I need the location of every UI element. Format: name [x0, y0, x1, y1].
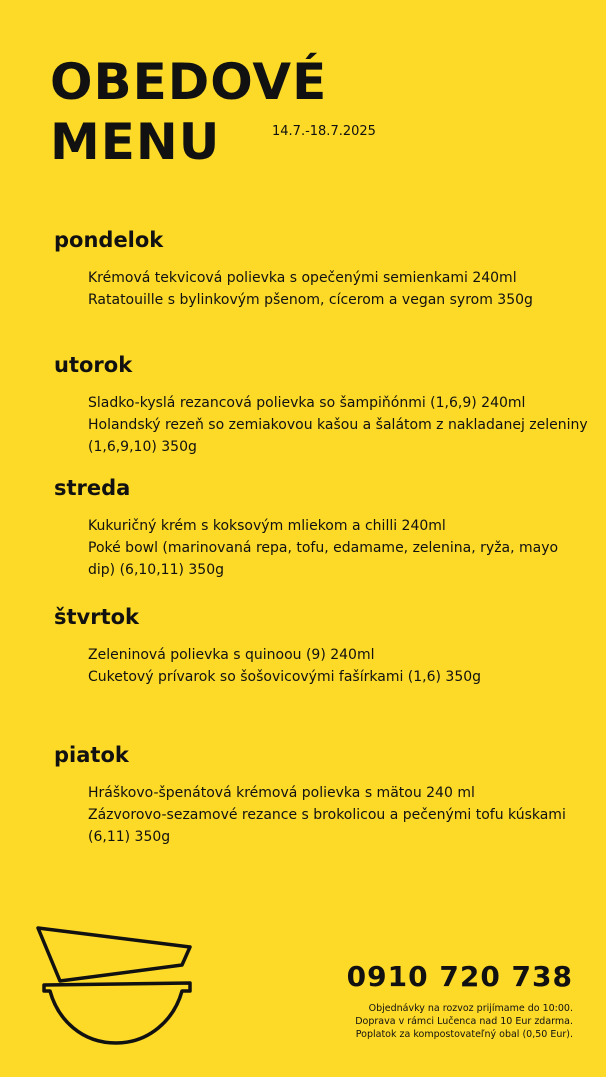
day-name: štvrtok — [54, 605, 140, 629]
day-tuesday — [54, 353, 588, 455]
note-line: Doprava v rámci Lučenca nad 10 Eur zdarma. — [355, 1016, 573, 1027]
menu-items — [88, 392, 588, 458]
menu-item: Zeleninová polievka s quinoou (9) 240ml — [88, 647, 375, 663]
menu-items — [88, 644, 588, 688]
menu-item: Kukuričný krém s koksovým mliekom a chilli 240ml — [88, 518, 446, 534]
day-thursday — [54, 605, 554, 685]
menu-item: Poké bowl (marinovaná repa, tofu, edamame, zelenina, ryža, mayo dip) (6,10,11) 350g — [88, 540, 559, 578]
note-line: Poplatok za kompostovateľný obal (0,50 Eur). — [355, 1029, 573, 1040]
day-name: streda — [54, 476, 131, 500]
stacked-bowls-icon — [34, 925, 204, 1050]
menu-item: Cuketový prívarok so šošovicovými fašírkami (1,6) 350g — [88, 669, 482, 685]
title-line-1: OBEDOVÉ — [50, 53, 328, 111]
menu-item: Ratatouille s bylinkovým pšenom, cícerom a vegan syrom 350g — [88, 292, 533, 308]
day-monday — [54, 228, 554, 308]
note-line: Objednávky na rozvoz prijímame do 10:00. — [368, 1003, 573, 1014]
page-title — [50, 52, 327, 172]
day-name: pondelok — [54, 228, 164, 252]
menu-item: Hráškovo-špenátová krémová polievka s mätou 240 ml — [88, 785, 475, 801]
menu-item: Zázvorovo-sezamové rezance s brokolicou a pečenými tofu kúskami (6,11) 350g — [88, 807, 566, 845]
menu-items — [88, 515, 588, 581]
day-friday — [54, 743, 566, 845]
day-name: utorok — [54, 353, 133, 377]
phone-number: 0910 720 738 — [346, 960, 573, 993]
day-name: piatok — [54, 743, 129, 767]
menu-items — [88, 267, 588, 311]
menu-item: Krémová tekvicová polievka s opečenými semienkami 240ml — [88, 270, 517, 286]
menu-item: Sladko-kyslá rezancová polievka so šampiňónmi (1,6,9) 240ml — [88, 395, 526, 411]
menu-items — [88, 782, 588, 848]
delivery-notes — [355, 1002, 573, 1041]
menu-item: Holandský rezeň so zemiakovou kašou a šalátom z nakladanej zeleniny (1,6,9,10) 350g — [88, 417, 588, 455]
day-wednesday — [54, 476, 559, 578]
menu-dates: 14.7.-18.7.2025 — [272, 124, 376, 139]
title-line-2: MENU — [50, 113, 221, 171]
